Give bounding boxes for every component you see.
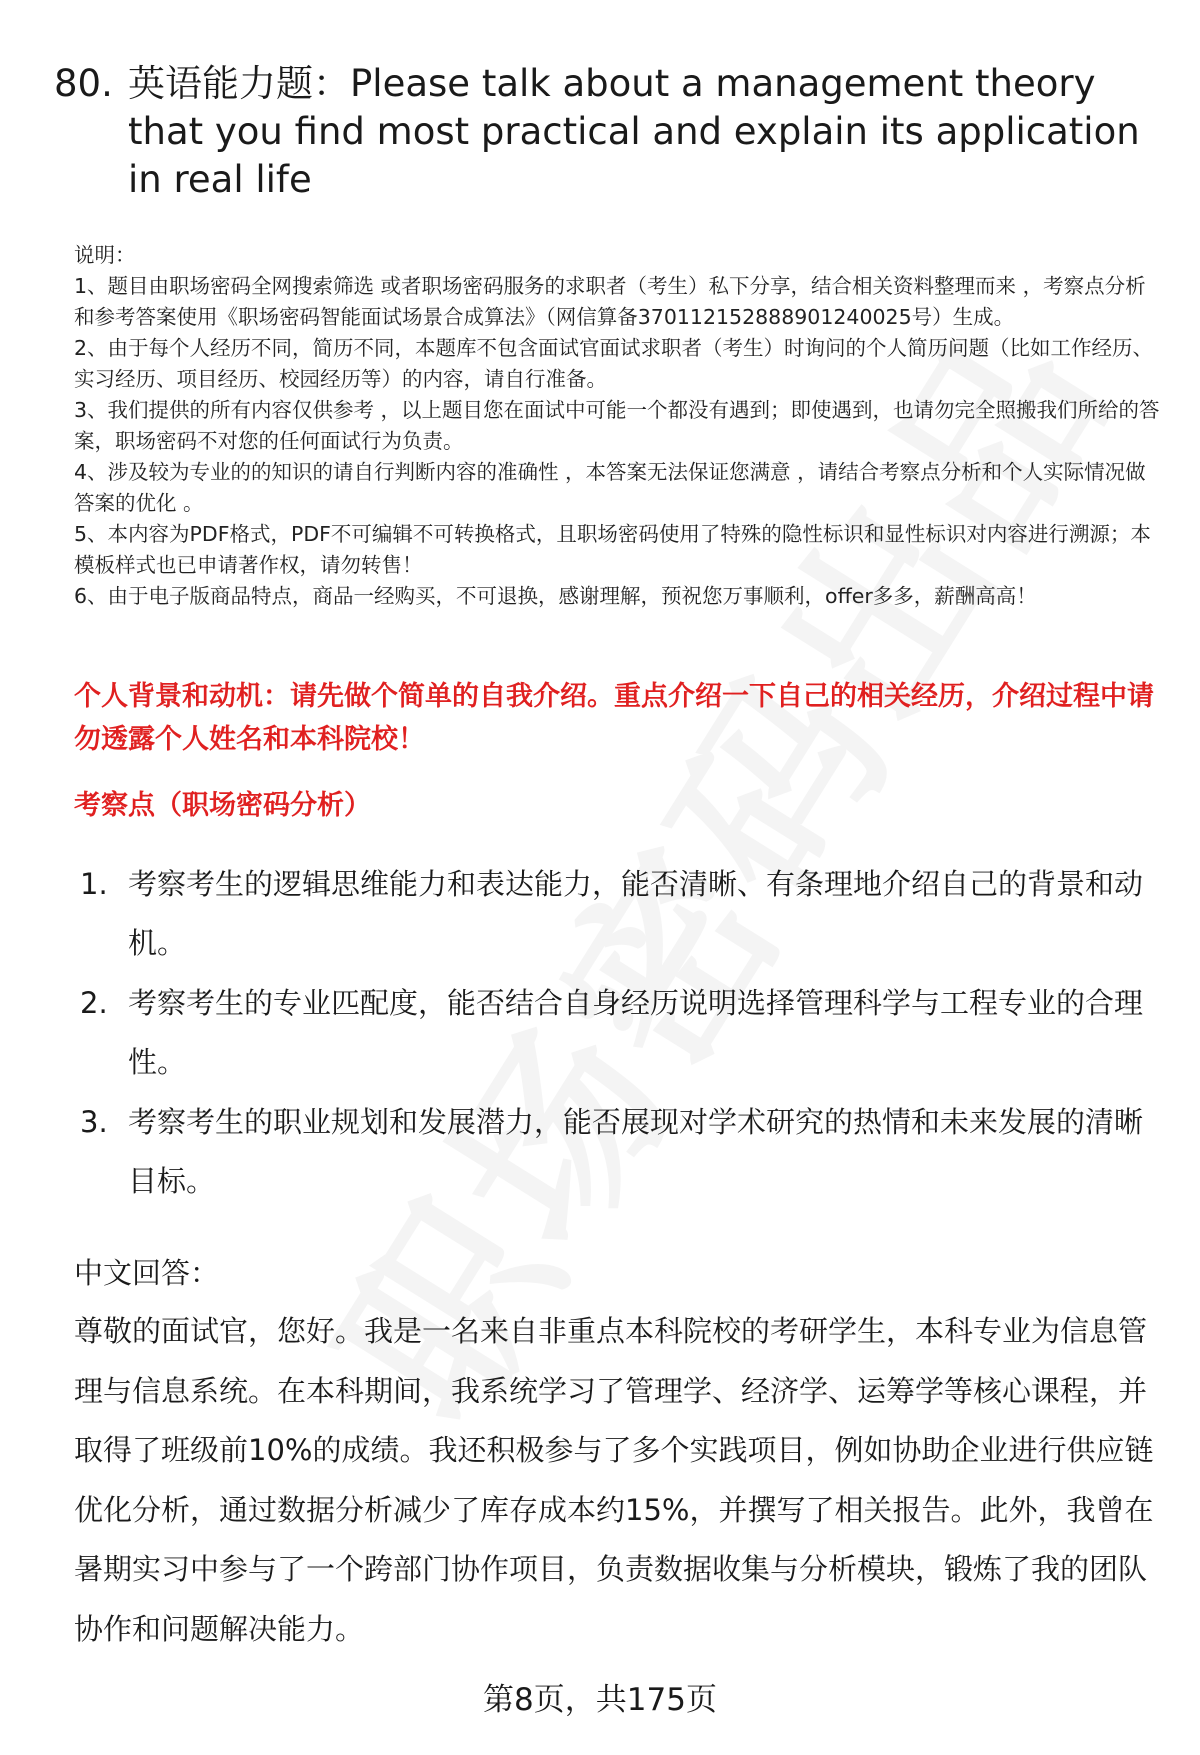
note-item: 5、本内容为PDF格式，PDF不可编辑不可转换格式，且职场密码使用了特殊的隐性标识和显性标识对内容进行溯源；本模板样式也已申请著作权，请勿转售！ bbox=[74, 522, 1151, 577]
notes-heading: 说明： bbox=[74, 243, 136, 267]
note-item: 6、由于电子版商品特点，商品一经购买，不可退换，感谢理解，预祝您万事顺利，offer多多，薪酬高高！ bbox=[74, 584, 1037, 608]
analysis-point bbox=[80, 855, 1160, 973]
question-text: 英语能力题：Please talk about a management theory that you find most practical and explain its application in real life bbox=[128, 62, 1140, 201]
analysis-heading: 考察点（职场密码分析） bbox=[74, 790, 371, 821]
point-number: 2. bbox=[80, 986, 108, 1020]
question-number: 80. bbox=[54, 62, 113, 105]
point-number: 1. bbox=[80, 867, 108, 901]
background-prompt: 个人背景和动机：请先做个简单的自我介绍。重点介绍一下自己的相关经历，介绍过程中请勿透露个人姓名和本科院校！ bbox=[74, 681, 1154, 755]
question-title bbox=[54, 60, 1164, 204]
page-footer: 第8页，共175页 bbox=[483, 1682, 717, 1718]
point-number: 3. bbox=[80, 1105, 108, 1139]
point-text: 考察考生的逻辑思维能力和表达能力，能否清晰、有条理地介绍自己的背景和动机。 bbox=[128, 867, 1144, 960]
analysis-point bbox=[80, 1093, 1160, 1211]
note-item: 4、涉及较为专业的的知识的请自行判断内容的准确性 ，本答案无法保证您满意 ，请结合考察点分析和个人实际情况做答案的优化 。 bbox=[74, 460, 1146, 515]
answer-text: 尊敬的面试官，您好。我是一名来自非重点本科院校的考研学生，本科专业为信息管理与信息系统。在本科期间，我系统学习了管理学、经济学、运筹学等核心课程，并取得了班级前10%的成绩。我还积极参与了多个实践项目，例如协助企业进行供应链优化分析，通过数据分析减少了库存成本约15%，并撰写了相关报告。此外，我曾在暑期实习中参与了一个跨部门协作项目，负责数据收集与分析模块，锻炼了我的团队协作和问题解决能力。 bbox=[74, 1314, 1154, 1646]
analysis-points bbox=[80, 855, 1160, 1212]
answer-label: 中文回答： bbox=[74, 1256, 220, 1290]
point-text: 考察考生的专业匹配度，能否结合自身经历说明选择管理科学与工程专业的合理性。 bbox=[128, 986, 1144, 1079]
notes-section bbox=[74, 240, 1160, 612]
note-item: 1、题目由职场密码全网搜索筛选 或者职场密码服务的求职者（考生）私下分享，结合相关资料整理而来 ，考察点分析和参考答案使用《职场密码智能面试场景合成算法》（网信算备370112152888901240025号）生成。 bbox=[74, 274, 1146, 329]
note-item: 2、由于每个人经历不同，简历不同，本题库不包含面试官面试求职者（考生）时询问的个人简历问题（比如工作经历、实习经历、项目经历、校园经历等）的内容，请自行准备。 bbox=[74, 336, 1154, 391]
point-text: 考察考生的职业规划和发展潜力，能否展现对学术研究的热情和未来发展的清晰目标。 bbox=[128, 1105, 1144, 1198]
note-item: 3、我们提供的所有内容仅供参考 ，以上题目您在面试中可能一个都没有遇到；即使遇到，也请勿完全照搬我们所给的答案，职场密码不对您的任何面试行为负责。 bbox=[74, 398, 1160, 453]
analysis-point bbox=[80, 974, 1160, 1092]
